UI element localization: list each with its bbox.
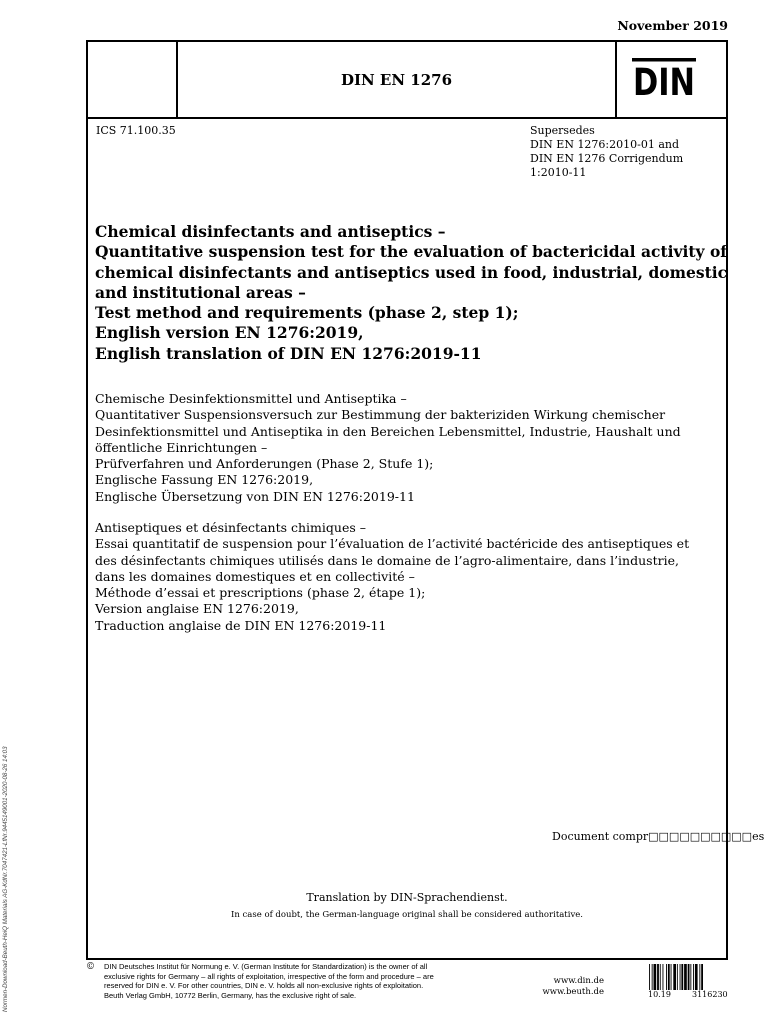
barcode-bar — [657, 964, 659, 990]
website-links — [540, 976, 604, 997]
barcode-left-number: 10.19 — [648, 990, 671, 999]
title-line: Version anglaise EN 1276:2019, — [95, 601, 299, 617]
title-line: Englische Übersetzung von DIN EN 1276:2019-11 — [95, 488, 415, 504]
beuth-website-link[interactable]: www.beuth.de — [542, 986, 604, 997]
title-line: chemical disinfectants and antiseptics used in food, industrial, domestic — [95, 262, 728, 282]
supersedes-line: DIN EN 1276 Corrigendum — [530, 152, 684, 165]
document-number: DIN EN 1276 — [340, 70, 453, 89]
title-line: des désinfectants chimiques utilisés dans le domaine de l’agro-alimentaire, dans l’industrie, — [95, 552, 679, 568]
title-line: English translation of DIN EN 1276:2019-11 — [95, 343, 482, 363]
title-line: Englische Fassung EN 1276:2019, — [95, 472, 314, 488]
copyright-notice — [104, 962, 504, 1000]
barcode-bar — [677, 964, 678, 990]
barcode-bar — [690, 964, 691, 990]
title-line: öffentliche Einrichtungen – — [95, 439, 268, 455]
copyright-symbol: © — [86, 962, 95, 972]
barcode-bar — [693, 964, 694, 990]
svg-text:DIN: DIN — [633, 61, 695, 104]
authority-note: In case of doubt, the German-language original shall be considered authoritative. — [231, 910, 583, 920]
supersedes-line: DIN EN 1276:2010-01 and — [530, 138, 680, 151]
english-title — [95, 222, 728, 364]
copyright-line: reserved for DIN e. V. For other countries, DIN e. V. holds all non-exclusive rights of exploitation. — [104, 981, 424, 990]
title-line: Quantitative suspension test for the evaluation of bactericidal activity of — [95, 242, 727, 262]
barcode-bar — [701, 964, 703, 990]
ics-code: ICS 71.100.35 — [96, 124, 176, 137]
din-website-link[interactable]: www.din.de — [553, 976, 604, 986]
title-line: dans les domaines domestiques et en collectivité – — [95, 568, 415, 584]
barcode-bar — [673, 964, 676, 990]
title-line: and institutional areas – — [95, 282, 306, 302]
title-line: Méthode d’essai et prescriptions (phase 2, étape 1); — [95, 585, 426, 601]
title-line: Prüfverfahren und Anforderungen (Phase 2, Stufe 1); — [95, 456, 434, 472]
supersedes-line: 1:2010-11 — [530, 166, 587, 179]
download-watermark-text: Normen-Download-Beuth-HeiQ Materials AG-KdNr.7047421-LfNr.9445149001-2020-08-26 14:03 — [2, 746, 9, 1012]
barcode-bar — [680, 964, 681, 990]
barcode-bar — [681, 964, 683, 990]
title-line: Chemische Desinfektionsmittel und Antiseptika – — [95, 391, 407, 406]
french-title — [95, 520, 720, 634]
barcode-bar — [668, 964, 670, 990]
title-line: Quantitativer Suspensionsversuch zur Bestimmung der bakteriziden Wirkung chemischer — [95, 407, 666, 423]
title-line: Essai quantitatif de suspension pour l’évaluation de l’activité bactéricide des antiseptiques et — [95, 536, 690, 552]
barcode-bar — [652, 964, 653, 990]
barcode-bar — [654, 964, 657, 990]
publication-date: November 2019 — [617, 18, 728, 33]
barcode-right-number: 3116230 — [692, 990, 728, 999]
supersedes-note — [530, 124, 720, 180]
title-line: Traduction anglaise de DIN EN 1276:2019-11 — [95, 617, 387, 633]
title-line: Test method and requirements (phase 2, step 1); — [95, 303, 519, 323]
translation-note: Translation by DIN-Sprachendienst. — [306, 891, 508, 904]
supersedes-line: Supersedes — [530, 124, 595, 137]
title-line: Chemical disinfectants and antiseptics – — [95, 222, 446, 241]
barcode-bar — [684, 964, 687, 990]
page-count-note: Document compr□□□□□□□□□□es — [552, 830, 765, 843]
barcode-bar — [699, 964, 700, 990]
barcode-bar — [660, 964, 661, 990]
barcode — [649, 964, 719, 990]
title-line: Desinfektionsmittel und Antiseptika in den Bereichen Lebensmittel, Industrie, Haushalt und — [95, 423, 681, 439]
barcode-bar — [666, 964, 667, 990]
din-logo — [632, 58, 696, 104]
barcode-bar — [649, 964, 650, 990]
copyright-line: DIN Deutsches Institut für Normung e. V. (German Institute for Standardization) is the owner of all — [104, 962, 428, 971]
title-line: Antiseptiques et désinfectants chimiques – — [95, 520, 366, 535]
german-title — [95, 391, 720, 505]
header-divider — [615, 40, 617, 119]
title-line: English version EN 1276:2019, — [95, 323, 364, 343]
barcode-bar — [671, 964, 672, 990]
barcode-bar — [663, 964, 664, 990]
barcode-bar — [695, 964, 698, 990]
download-watermark — [0, 660, 14, 1012]
barcode-bar — [688, 964, 690, 990]
copyright-line: exclusive rights for Germany – all rights of exploitation, irrespective of the form and procedure – are — [104, 971, 434, 981]
copyright-line: Beuth Verlag GmbH, 10772 Berlin, Germany, has the exclusive right of sale. — [104, 990, 357, 1000]
